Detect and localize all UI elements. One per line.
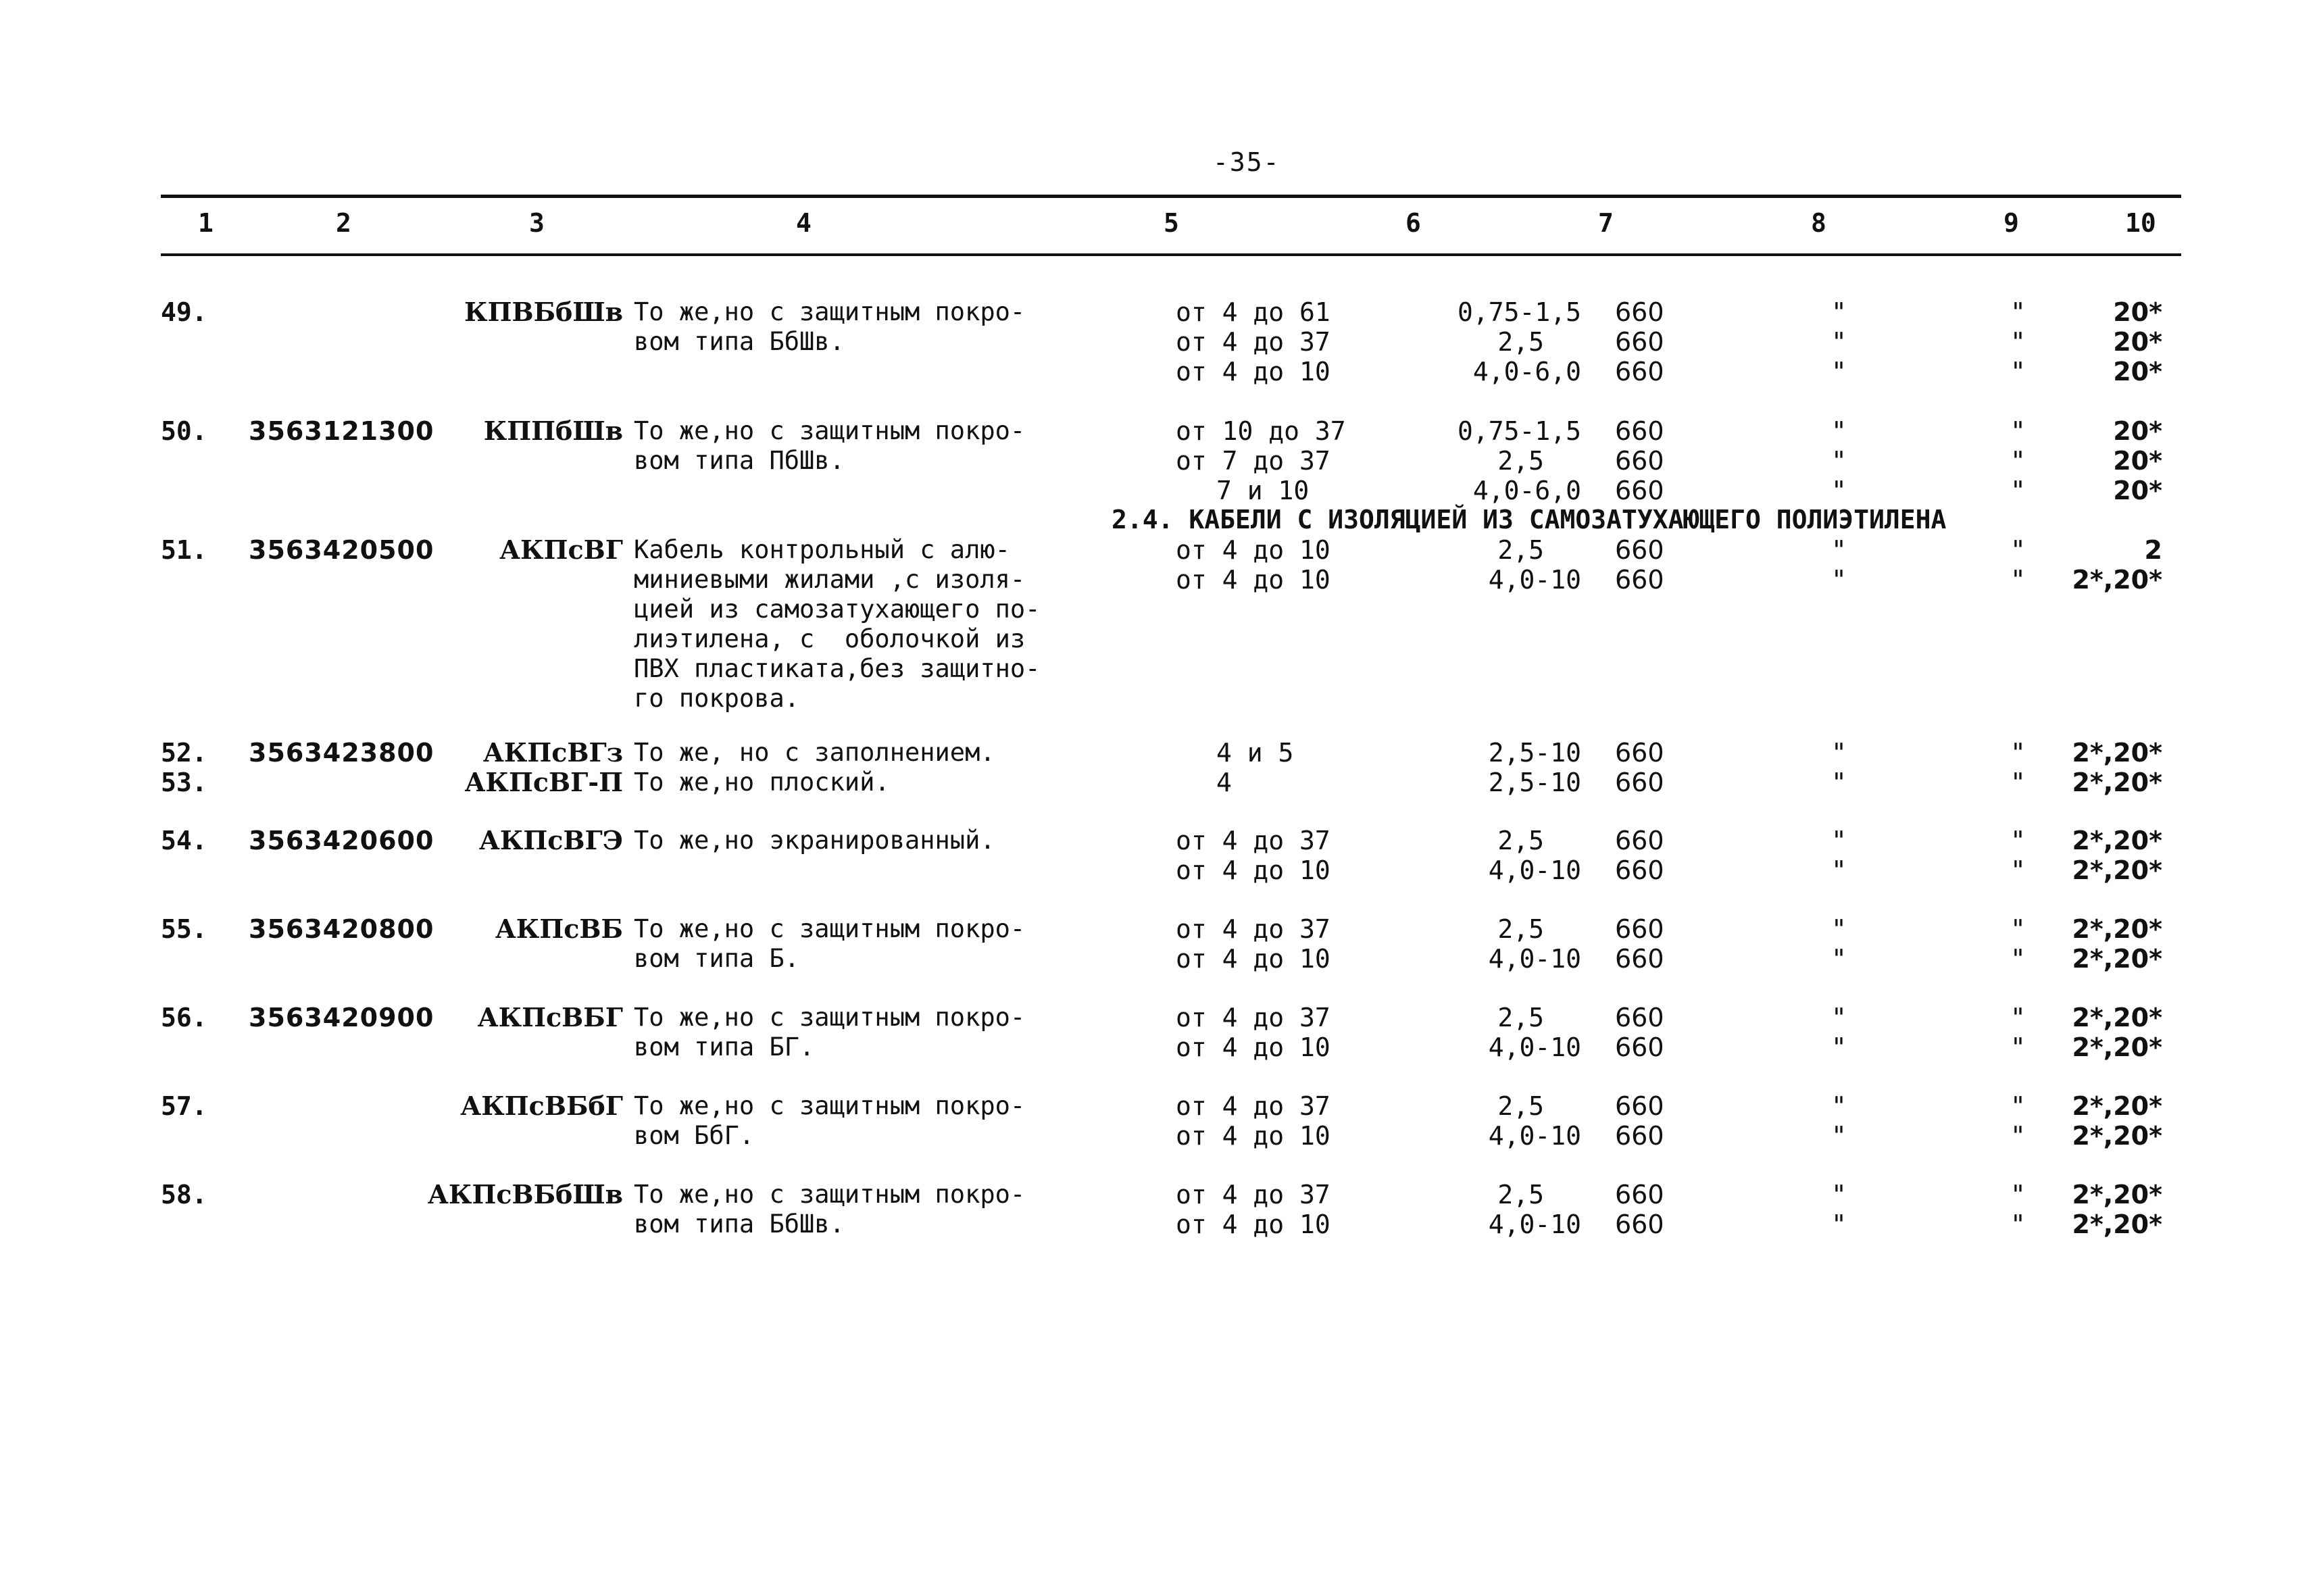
voltage: 660 (1615, 446, 1664, 476)
cable-brand: КПВБбШв (464, 297, 623, 327)
cable-brand: АКПсВГ (499, 534, 623, 565)
cross-section: 2,5 (1497, 1091, 1544, 1121)
row-number: 56. (161, 1003, 207, 1032)
description-line: То же,но с защитным покро- (634, 914, 1026, 943)
cross-section: 2,5 (1497, 535, 1544, 565)
voltage: 660 (1615, 855, 1664, 885)
cable-brand: АКПсВБбШв (427, 1179, 623, 1210)
col8-ditto: " (1831, 914, 1847, 944)
col8-ditto: " (1831, 357, 1847, 386)
col10-value: 2*,20* (2072, 1032, 2162, 1062)
cross-section: 2,5 (1497, 1003, 1544, 1032)
column-header-4: 4 (796, 208, 812, 238)
product-code: 3563420800 (249, 914, 434, 944)
voltage: 660 (1615, 1210, 1664, 1239)
description-line: цией из самозатухающего по- (634, 595, 1041, 624)
col9-ditto: " (2010, 1210, 2026, 1239)
description-line: То же,но плоский. (634, 768, 890, 797)
cross-section: 2,5 (1497, 1180, 1544, 1210)
col9-ditto: " (2010, 446, 2026, 476)
voltage: 660 (1615, 476, 1664, 505)
column-header-7: 7 (1598, 208, 1614, 238)
product-code: 3563420600 (249, 826, 434, 855)
product-code: 3563420500 (249, 535, 434, 565)
col8-ditto: " (1831, 535, 1847, 565)
description-line: То же,но с защитным покро- (634, 416, 1026, 445)
col10-value: 2 (2144, 535, 2162, 565)
col10-value: 2*,20* (2072, 1121, 2162, 1151)
voltage: 660 (1615, 1091, 1664, 1121)
description-line: го покрова. (634, 684, 800, 713)
voltage: 660 (1615, 535, 1664, 565)
cores-count: от 4 до 37 (1176, 327, 1330, 357)
cores-count: от 4 до 10 (1176, 357, 1330, 386)
cross-section: 4,0-10 (1488, 565, 1581, 595)
voltage: 660 (1615, 357, 1664, 386)
col8-ditto: " (1831, 476, 1847, 505)
cable-brand: АКПсВГЭ (478, 825, 623, 855)
page-number: -35- (1213, 147, 1280, 177)
col10-value: 2*,20* (2072, 914, 2162, 944)
cores-count: от 4 до 37 (1176, 1003, 1330, 1032)
row-number: 57. (161, 1091, 207, 1121)
voltage: 660 (1615, 327, 1664, 357)
voltage: 660 (1615, 297, 1664, 327)
cores-count: от 4 до 37 (1176, 914, 1330, 944)
row-number: 52. (161, 738, 207, 768)
col10-value: 2*,20* (2072, 855, 2162, 885)
cable-brand: АКПсВБГ (477, 1002, 623, 1032)
cross-section: 4,0-10 (1488, 944, 1581, 974)
col9-ditto: " (2010, 1091, 2026, 1121)
column-header-9: 9 (2003, 208, 2019, 238)
cores-count: от 4 до 61 (1176, 297, 1330, 327)
row-number: 53. (161, 768, 207, 797)
voltage: 660 (1615, 738, 1664, 768)
cable-brand: АКПсВГз (482, 737, 623, 768)
description-line: ПВХ пластиката,без защитно- (634, 654, 1041, 683)
col9-ditto: " (2010, 1032, 2026, 1062)
cores-count: 4 и 5 (1216, 738, 1294, 768)
cores-count: от 4 до 10 (1176, 1121, 1330, 1151)
row-number: 58. (161, 1180, 207, 1210)
voltage: 660 (1615, 1003, 1664, 1032)
row-number: 55. (161, 914, 207, 944)
cross-section: 0,75-1,5 (1457, 416, 1581, 446)
col10-value: 2*,20* (2072, 565, 2162, 595)
col10-value: 20* (2113, 416, 2162, 446)
description-line: вом БбГ. (634, 1121, 755, 1150)
cores-count: от 4 до 10 (1176, 1032, 1330, 1062)
description-line: То же,но с защитным покро- (634, 297, 1026, 326)
cross-section: 4,0-6,0 (1472, 476, 1581, 505)
description-line: вом типа Б. (634, 944, 800, 973)
column-header-2: 2 (336, 208, 351, 238)
column-header-3: 3 (529, 208, 545, 238)
description-line: Кабель контрольный с алю- (634, 535, 1010, 564)
cross-section: 2,5 (1497, 826, 1544, 855)
column-header-6: 6 (1405, 208, 1421, 238)
voltage: 660 (1615, 826, 1664, 855)
cross-section: 2,5-10 (1488, 768, 1581, 797)
cores-count: от 7 до 37 (1176, 446, 1330, 476)
description-line: То же,но экранированный. (634, 826, 995, 855)
row-number: 50. (161, 416, 207, 446)
col10-value: 2*,20* (2072, 826, 2162, 855)
col9-ditto: " (2010, 476, 2026, 505)
voltage: 660 (1615, 416, 1664, 446)
col9-ditto: " (2010, 1003, 2026, 1032)
cores-count: от 4 до 10 (1176, 944, 1330, 974)
cable-brand: АКПсВГ-П (464, 767, 623, 797)
col10-value: 2*,20* (2072, 1003, 2162, 1032)
cross-section: 2,5-10 (1488, 738, 1581, 768)
col9-ditto: " (2010, 535, 2026, 565)
description-line: вом типа ПбШв. (634, 446, 845, 475)
cross-section: 0,75-1,5 (1457, 297, 1581, 327)
cores-count: от 4 до 10 (1176, 535, 1330, 565)
voltage: 660 (1615, 768, 1664, 797)
col9-ditto: " (2010, 826, 2026, 855)
col10-value: 2*,20* (2072, 1091, 2162, 1121)
col10-value: 2*,20* (2072, 738, 2162, 768)
cross-section: 2,5 (1497, 446, 1544, 476)
cable-brand: АКПсВБбГ (460, 1091, 623, 1121)
col10-value: 20* (2113, 327, 2162, 357)
col9-ditto: " (2010, 416, 2026, 446)
col9-ditto: " (2010, 565, 2026, 595)
description-line: вом типа БбШв. (634, 327, 845, 356)
cores-count: 4 (1216, 768, 1232, 797)
row-number: 51. (161, 535, 207, 565)
col8-ditto: " (1831, 768, 1847, 797)
col10-value: 20* (2113, 476, 2162, 505)
cross-section: 2,5 (1497, 327, 1544, 357)
col8-ditto: " (1831, 1003, 1847, 1032)
row-number: 54. (161, 826, 207, 855)
col8-ditto: " (1831, 1032, 1847, 1062)
table-top-rule (161, 195, 2181, 198)
voltage: 660 (1615, 914, 1664, 944)
column-header-10: 10 (2125, 208, 2156, 238)
description-line: То же,но с защитным покро- (634, 1003, 1026, 1032)
cross-section: 4,0-10 (1488, 1121, 1581, 1151)
cores-count: от 4 до 37 (1176, 1091, 1330, 1121)
col10-value: 20* (2113, 357, 2162, 386)
cores-count: от 4 до 10 (1176, 855, 1330, 885)
col9-ditto: " (2010, 297, 2026, 327)
col10-value: 20* (2113, 446, 2162, 476)
row-number: 49. (161, 297, 207, 327)
column-header-5: 5 (1164, 208, 1179, 238)
description-line: вом типа БГ. (634, 1032, 815, 1062)
col9-ditto: " (2010, 327, 2026, 357)
col8-ditto: " (1831, 416, 1847, 446)
product-code: 3563121300 (249, 416, 434, 446)
voltage: 660 (1615, 565, 1664, 595)
col9-ditto: " (2010, 738, 2026, 768)
col10-value: 2*,20* (2072, 1180, 2162, 1210)
col9-ditto: " (2010, 914, 2026, 944)
product-code: 3563423800 (249, 738, 434, 768)
col9-ditto: " (2010, 768, 2026, 797)
description-line: То же, но с заполнением. (634, 738, 995, 767)
voltage: 660 (1615, 1032, 1664, 1062)
col8-ditto: " (1831, 1180, 1847, 1210)
cores-count: от 4 до 10 (1176, 565, 1330, 595)
col8-ditto: " (1831, 565, 1847, 595)
cable-brand: АКПсВБ (495, 914, 623, 944)
col9-ditto: " (2010, 1180, 2026, 1210)
col8-ditto: " (1831, 855, 1847, 885)
cores-count: от 4 до 37 (1176, 826, 1330, 855)
product-code: 3563420900 (249, 1003, 434, 1032)
table-header-rule (161, 253, 2181, 256)
cores-count: от 4 до 37 (1176, 1180, 1330, 1210)
voltage: 660 (1615, 1121, 1664, 1151)
cable-brand: КППбШв (483, 416, 623, 446)
cores-count: от 4 до 10 (1176, 1210, 1330, 1239)
col9-ditto: " (2010, 357, 2026, 386)
description-line: лиэтилена, с оболочкой из (634, 624, 1026, 653)
col8-ditto: " (1831, 297, 1847, 327)
description-line: То же,но с защитным покро- (634, 1091, 1026, 1120)
col8-ditto: " (1831, 738, 1847, 768)
cores-count: 7 и 10 (1216, 476, 1310, 505)
col8-ditto: " (1831, 1121, 1847, 1151)
col8-ditto: " (1831, 327, 1847, 357)
cross-section: 4,0-10 (1488, 1032, 1581, 1062)
col9-ditto: " (2010, 855, 2026, 885)
description-line: То же,но с защитным покро- (634, 1180, 1026, 1209)
column-header-1: 1 (198, 208, 214, 238)
col8-ditto: " (1831, 1091, 1847, 1121)
col8-ditto: " (1831, 826, 1847, 855)
col9-ditto: " (2010, 1121, 2026, 1151)
col10-value: 2*,20* (2072, 768, 2162, 797)
col10-value: 2*,20* (2072, 944, 2162, 974)
cross-section: 4,0-10 (1488, 1210, 1581, 1239)
col8-ditto: " (1831, 944, 1847, 974)
cross-section: 4,0-6,0 (1472, 357, 1581, 386)
description-line: миниевыми жилами ,с изоля- (634, 565, 1026, 594)
col9-ditto: " (2010, 944, 2026, 974)
cross-section: 4,0-10 (1488, 855, 1581, 885)
column-header-8: 8 (1811, 208, 1826, 238)
voltage: 660 (1615, 1180, 1664, 1210)
col10-value: 2*,20* (2072, 1210, 2162, 1239)
voltage: 660 (1615, 944, 1664, 974)
col8-ditto: " (1831, 1210, 1847, 1239)
cross-section: 2,5 (1497, 914, 1544, 944)
description-line: вом типа БбШв. (634, 1210, 845, 1239)
cores-count: от 10 до 37 (1176, 416, 1346, 446)
col10-value: 20* (2113, 297, 2162, 327)
col8-ditto: " (1831, 446, 1847, 476)
section-title: 2.4. КАБЕЛИ С ИЗОЛЯЦИЕЙ ИЗ САМОЗАТУХАЮЩЕГО ПОЛИЭТИЛЕНА (1112, 505, 1947, 534)
